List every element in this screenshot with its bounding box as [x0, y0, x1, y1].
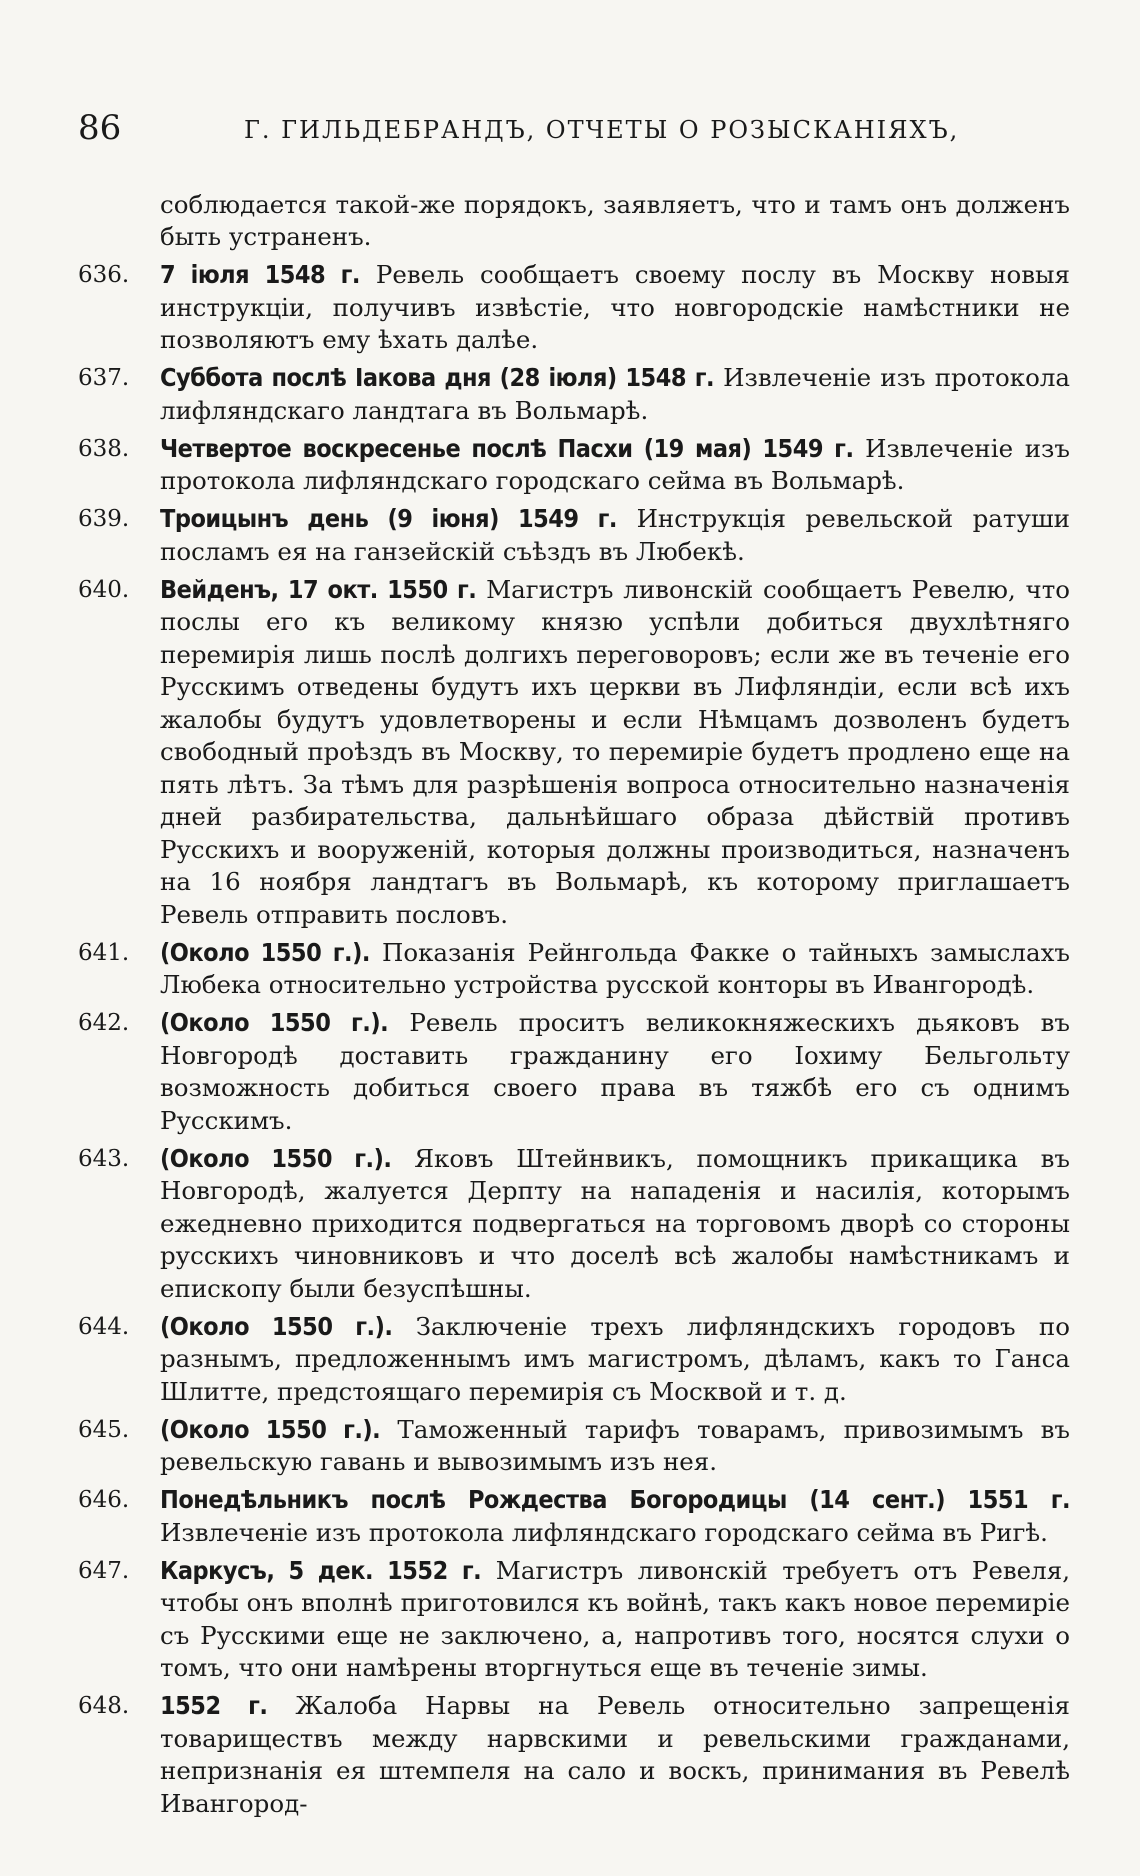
entry-heading: (Около 1550 г.). — [160, 1414, 381, 1444]
entry-number: 647. — [78, 1557, 130, 1584]
entry-text: Извлеченіе изъ протокола лифляндскаго ландтага въ Вольмарѣ. — [160, 363, 1070, 425]
entry-636 — [78, 259, 1070, 357]
entry-644 — [78, 1311, 1070, 1409]
entry-number: 637. — [78, 365, 130, 391]
entry-heading: Троицынъ день (9 іюня) 1549 г. — [160, 504, 617, 533]
entry-heading: (Около 1550 г.). — [160, 1311, 393, 1341]
entry-number: 644. — [78, 1313, 130, 1340]
entry-text: Инструкція ревельской ратуши посламъ ея на ганзейскій съѣздъ въ Любекѣ. — [160, 504, 1070, 566]
entry-heading: Каркусъ, 5 дек. 1552 г. — [160, 1555, 482, 1585]
entry-text: Ревель сообщаетъ своему послу въ Москву новыя инструкціи, получивъ извѣстіе, что новгородскіе намѣстники не позволяютъ ему ѣхать далѣе. — [160, 260, 1070, 354]
entry-text: Таможенный тарифъ товарамъ, привозимымъ въ ревельскую гавань и вывозимымъ изъ нея. — [160, 1414, 1070, 1476]
entry-heading: 1552 г. — [160, 1691, 268, 1720]
entry-number: 643. — [78, 1145, 130, 1172]
entry-number: 642. — [78, 1010, 130, 1036]
continuation-paragraph: соблюдается такой-же порядокъ, заявляетъ, что и тамъ онъ долженъ быть устраненъ. — [160, 189, 1070, 251]
entry-640 — [78, 574, 1070, 932]
entry-648 — [78, 1690, 1070, 1820]
entry-text: Магистръ ливонскій требуетъ отъ Ревеля, чтобы онъ вполнѣ приготовился къ войнѣ, такъ какъ новое перемиріе съ Русскими еще не заключено, а, напротивъ того, носятся слухи о томъ, что они намѣрены вторгнуться еще въ теченіе зимы. — [160, 1555, 1070, 1682]
page-body — [78, 189, 1070, 1821]
entry-heading: Суббота послѣ Іакова дня (28 іюля) 1548 г. — [160, 363, 714, 392]
entry-number: 636. — [78, 262, 130, 288]
entry-heading: 7 іюля 1548 г. — [160, 260, 360, 289]
entry-number: 646. — [78, 1487, 130, 1513]
entry-641 — [78, 937, 1070, 1002]
page-header — [78, 108, 1070, 164]
entry-heading: Четвертое воскресенье послѣ Пасхи (19 мая) 1549 г. — [160, 433, 854, 463]
entry-text: Ревель проситъ великокняжескихъ дьяковъ въ Новгородѣ доставить гражданину его Іохиму Бельгольту возможность добиться своего права въ тяжбѣ его съ однимъ Русскимъ. — [160, 1008, 1070, 1135]
entry-number: 640. — [78, 576, 130, 603]
entry-heading: Понедѣльникъ послѣ Рождества Богородицы (14 сент.) 1551 г. — [160, 1485, 1070, 1514]
entry-text: Извлеченіе изъ протокола лифляндскаго городскаго сейма въ Вольмарѣ. — [160, 433, 1070, 495]
entry-number: 648. — [78, 1693, 130, 1719]
entry-639 — [78, 503, 1070, 568]
entry-text: Магистръ ливонскій сообщаетъ Ревелю, что послы его къ великому князю успѣли добиться двухлѣтняго перемирія лишь послѣ долгихъ переговоровъ; если же въ теченіе его Русскимъ отведены будутъ ихъ церкви въ Лифляндіи, если всѣ ихъ жалобы будутъ удовлетворены и если Нѣмцамъ дозволенъ будетъ свободный проѣздъ въ Москву, то перемиріе будетъ продлено еще на пять лѣтъ. За тѣмъ для разрѣшенія вопроса относительно назначенія дней разбирательства, дальнѣйшаго образа дѣйствій противъ Русскихъ и вооруженій, которыя должны производиться, назначенъ на 16 ноября ландтагъ въ Вольмарѣ, къ которому приглашаетъ Ревель отправить пословъ. — [160, 574, 1071, 929]
entry-heading: Вейденъ, 17 окт. 1550 г. — [160, 574, 477, 604]
entry-646 — [78, 1484, 1070, 1549]
entry-heading: (Около 1550 г.). — [160, 937, 370, 967]
entry-text: Жалоба Нарвы на Ревель относительно запрещенія товариществъ между нарвскими и ревельскими гражданами, непризнанія ея штемпеля на сало и воскъ, принимания въ Ревелѣ Ивангород- — [160, 1691, 1070, 1818]
entry-number: 639. — [78, 506, 130, 532]
entry-642 — [78, 1007, 1070, 1137]
entry-638 — [78, 433, 1070, 498]
entry-647 — [78, 1555, 1070, 1685]
entry-number: 638. — [78, 435, 130, 462]
entry-number: 645. — [78, 1416, 130, 1443]
entry-heading: (Около 1550 г.). — [160, 1008, 389, 1037]
entry-637 — [78, 362, 1070, 427]
entry-text: Заключеніе трехъ лифляндскихъ городовъ по разнымъ, предложеннымъ имъ магистромъ, дѣламъ, какъ то Ганса Шлитте, предстоящаго перемирія съ Москвой и т. д. — [160, 1311, 1070, 1406]
page-number: 86 — [78, 108, 122, 148]
entry-645 — [78, 1414, 1070, 1479]
entry-heading: (Около 1550 г.). — [160, 1143, 392, 1173]
entry-text: Извлеченіе изъ протокола лифляндскаго городскаго сейма въ Ригѣ. — [160, 1517, 1048, 1547]
entry-643 — [78, 1143, 1070, 1306]
entry-number: 641. — [78, 939, 130, 966]
running-title: Г. ГИЛЬДЕБРАНДЪ, ОТЧЕТЫ О РОЗЫСКАНІЯХЪ, — [244, 116, 960, 144]
entry-text: Яковъ Штейнвикъ, помощникъ прикащика въ Новгородѣ, жалуется Дерпту на нападенія и насилія, которымъ ежедневно приходится подвергаться на торговомъ дворѣ со стороны русскихъ чиновниковъ и что доселѣ всѣ жалобы намѣстникамъ и епископу были безуспѣшны. — [160, 1143, 1070, 1303]
entry-text: Показанія Рейнгольда Факке о тайныхъ замыслахъ Любека относительно устройства русской конторы въ Ивангородѣ. — [160, 937, 1070, 999]
